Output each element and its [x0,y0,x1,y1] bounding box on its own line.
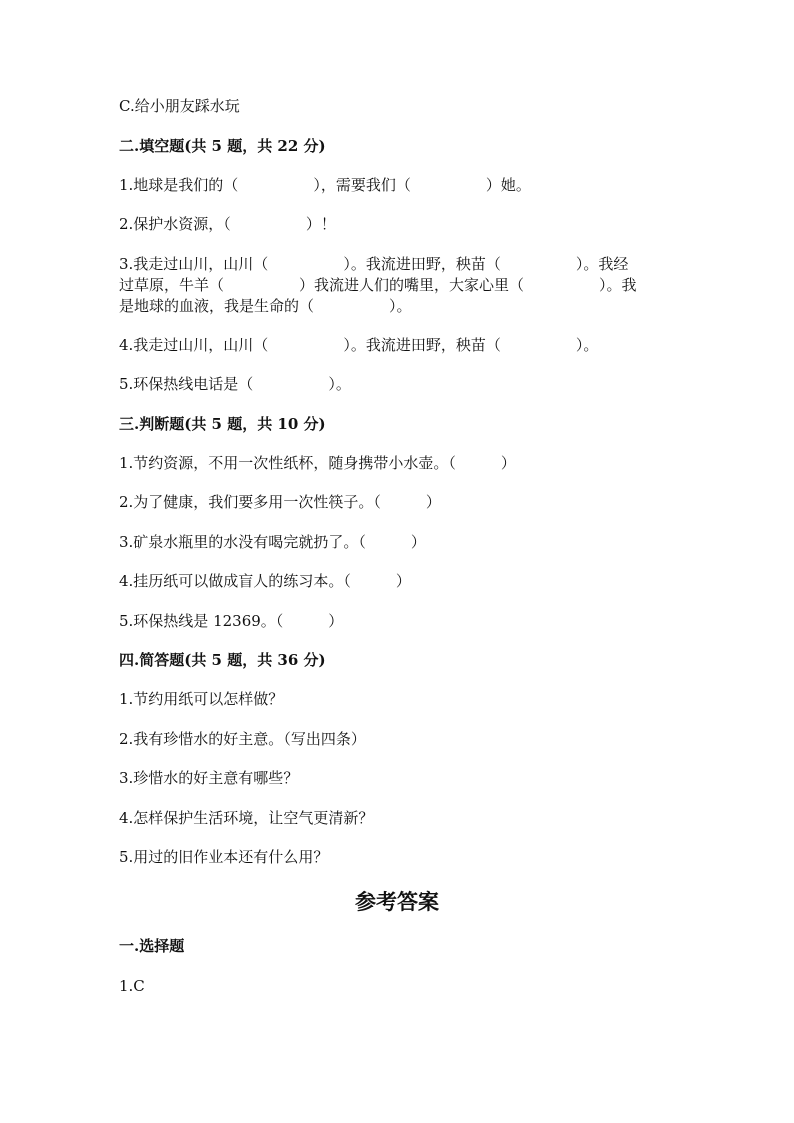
judge-question-4: 4.挂历纸可以做成盲人的练习本。（ ） [119,572,411,590]
fill-question-4: 4.我走过山川，山川（ ）。我流进田野，秧苗（ ）。 [119,336,599,354]
judge-section-heading: 三.判断题(共 5 题，共 10 分) [119,415,326,433]
judge-question-1: 1.节约资源，不用一次性纸杯，随身携带小水壶。（ ） [119,454,516,472]
short-answer-section-heading: 四.简答题(共 5 题，共 36 分) [119,651,326,669]
answer-1: 1.C [119,977,145,995]
short-question-3: 3.珍惜水的好主意有哪些？ [119,769,299,787]
fill-question-1: 1.地球是我们的（ ），需要我们（ ）她。 [119,176,531,194]
judge-question-3: 3.矿泉水瓶里的水没有喝完就扔了。（ ） [119,533,426,551]
short-question-1: 1.节约用纸可以怎样做？ [119,690,284,708]
short-question-2: 2.我有珍惜水的好主意。（写出四条） [119,730,366,748]
answer-title: 参考答案 [355,889,439,914]
fill-question-3 [119,254,667,317]
short-question-4: 4.怎样保护生活环境，让空气更清新？ [119,809,374,827]
judge-question-2: 2.为了健康，我们要多用一次性筷子。（ ） [119,493,441,511]
fill-question-5: 5.环保热线电话是（ ）。 [119,375,351,393]
fill-question-3-row-3: 是地球的血液，我是生命的（ ）。 [119,297,412,315]
short-question-5: 5.用过的旧作业本还有什么用？ [119,848,329,866]
fill-question-3-row-1: 3.我走过山川，山川（ ）。我流进田野，秧苗（ ）。我经 [119,255,629,273]
choice-option-c: C.给小朋友踩水玩 [119,97,240,115]
fill-question-3-row-2: 过草原，牛羊（ ）我流进人们的嘴里，大家心里（ ）。我 [119,276,637,294]
fill-in-section-heading: 二.填空题(共 5 题，共 22 分) [119,137,326,155]
fill-question-2: 2.保护水资源，（ ）！ [119,215,336,233]
answer-section-heading: 一.选择题 [119,937,185,955]
judge-question-5: 5.环保热线是 12369。（ ） [119,612,344,630]
